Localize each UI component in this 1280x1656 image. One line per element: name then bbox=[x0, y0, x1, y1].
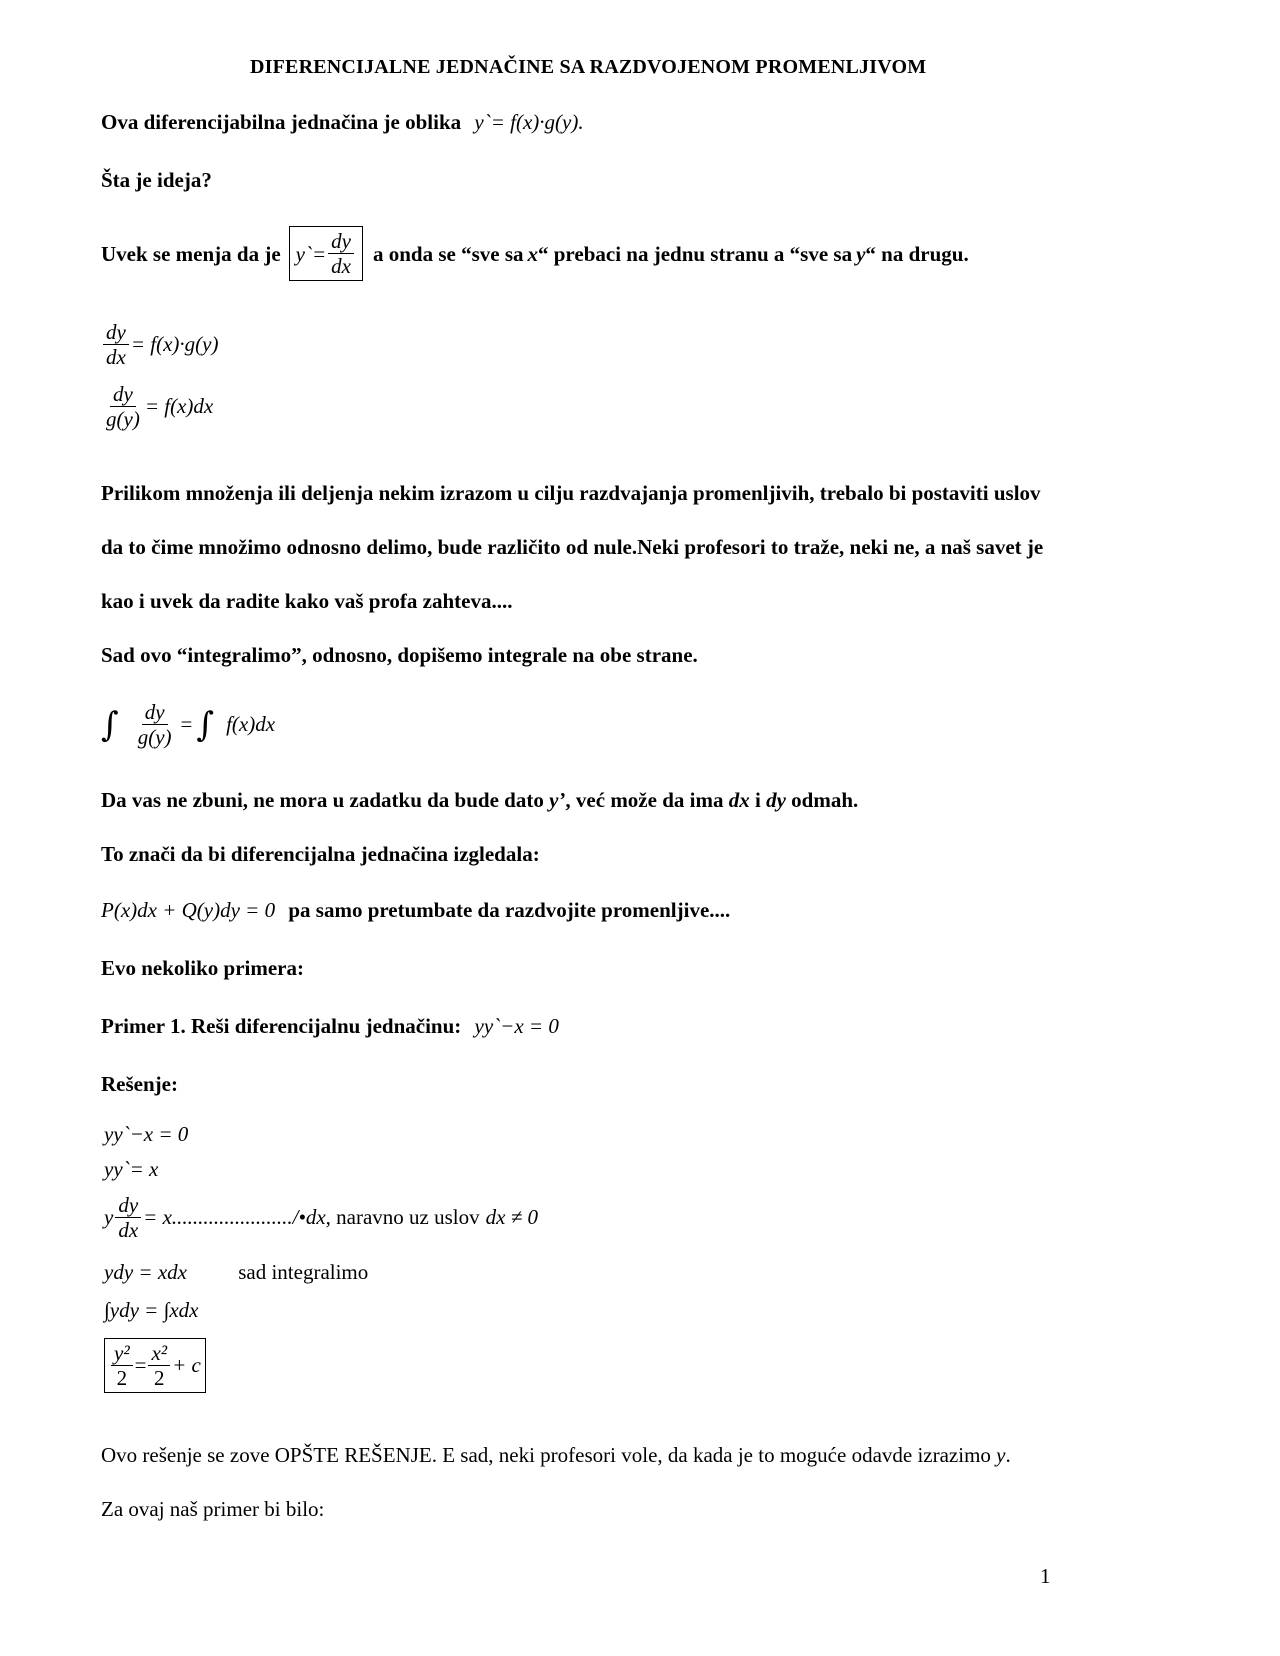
general-solution-end: . bbox=[1005, 1443, 1011, 1467]
derivative-box bbox=[289, 226, 363, 281]
dy-term: dy bbox=[766, 788, 786, 812]
substitution-line bbox=[101, 226, 969, 281]
substitution-post3: “ na drugu. bbox=[865, 241, 969, 266]
example-1-text: Primer 1. Reši diferencijalnu jednačinu: bbox=[101, 1014, 462, 1038]
sol-frac-x-num: x² bbox=[148, 1341, 170, 1366]
general-solution-box bbox=[104, 1338, 206, 1393]
sol-frac-x bbox=[148, 1341, 170, 1390]
idea-question: Šta je ideja? bbox=[101, 168, 212, 192]
solution-line-1: yy`−x = 0 bbox=[104, 1122, 189, 1146]
condition-paragraph-line-1: Prilikom množenja ili deljenja nekim izrazom u cilju razdvajanja promenljivih, trebalo bi postaviti uslov bbox=[101, 481, 1041, 505]
general-form-text: pa samo pretumbate da razdvojite promenljive.... bbox=[288, 898, 731, 922]
general-form-line bbox=[101, 896, 730, 924]
intro-formula: y`= f(x)·g(y). bbox=[474, 110, 584, 134]
substitution-post2: “ prebaci na jednu stranu a “sve sa bbox=[538, 241, 853, 266]
solution-heading: Rešenje: bbox=[101, 1072, 178, 1096]
eq-b-rhs: = f(x)dx bbox=[144, 394, 214, 418]
integral-den: g(y) bbox=[137, 725, 172, 749]
y-prime: y’ bbox=[549, 788, 566, 812]
sol-frac-y-num: y² bbox=[111, 1341, 133, 1366]
sol-l3-condition-formula: dx ≠ 0 bbox=[485, 1205, 538, 1229]
dont-confuse-line bbox=[101, 786, 858, 814]
eq-b-num: dy bbox=[110, 382, 136, 407]
integrate-instruction: Sad ovo “integralimo”, odnosno, dopišemo integrale na obe strane. bbox=[101, 643, 698, 667]
equation-b bbox=[101, 382, 213, 431]
integral-num: dy bbox=[142, 700, 168, 725]
integral-fraction bbox=[135, 700, 175, 749]
eq-b-fraction bbox=[103, 382, 143, 431]
substitution-pre: Uvek se menja da je bbox=[101, 241, 281, 266]
solution-line-4 bbox=[104, 1260, 368, 1285]
dont-confuse-a: Da vas ne zbuni, ne mora u zadatku da bude dato bbox=[101, 788, 544, 812]
general-form-formula: P(x)dx + Q(y)dy = 0 bbox=[101, 898, 276, 922]
integral-sign: ∫ bbox=[101, 704, 119, 745]
fraction-denominator: dx bbox=[331, 254, 351, 278]
sol-l3-num: dy bbox=[115, 1193, 141, 1218]
example-1-formula: yy`−x = 0 bbox=[474, 1014, 559, 1038]
eq-a-den: dx bbox=[106, 345, 126, 369]
eq-a-fraction bbox=[103, 320, 129, 369]
sol-l3-y: y bbox=[104, 1205, 114, 1229]
sol-l6-eq: = bbox=[134, 1353, 147, 1377]
sol-l3-condition: , naravno uz uslov bbox=[325, 1205, 480, 1229]
general-solution-y: y bbox=[996, 1443, 1006, 1467]
sol-frac-y bbox=[111, 1341, 133, 1390]
dont-confuse-b: , već može da ima bbox=[565, 788, 724, 812]
general-solution-text bbox=[101, 1441, 1011, 1469]
sol-l4-note: sad integralimo bbox=[238, 1260, 369, 1284]
intro-line bbox=[101, 108, 584, 136]
general-solution-sentence: Ovo rešenje se zove OPŠTE REŠENJE. E sad, neki profesori vole, da kada je to moguće odavde izrazimo bbox=[101, 1443, 991, 1467]
example-1-line bbox=[101, 1012, 559, 1040]
sol-frac-x-den: 2 bbox=[154, 1366, 165, 1390]
integral-equation bbox=[101, 700, 275, 749]
fraction-numerator: dy bbox=[328, 229, 354, 254]
eq-a-num: dy bbox=[103, 320, 129, 345]
solution-line-2: yy`= x bbox=[104, 1157, 159, 1181]
substitution-post1: a onda se “sve sa bbox=[372, 241, 524, 266]
equation-a bbox=[101, 320, 218, 369]
eq-a-rhs: = f(x)·g(y) bbox=[130, 332, 219, 356]
dx-term: dx bbox=[728, 788, 750, 812]
eq-b-den: g(y) bbox=[106, 407, 140, 431]
example-continuation: Za ovaj naš primer bi bilo: bbox=[101, 1497, 325, 1521]
dont-confuse-c: i bbox=[754, 788, 761, 812]
sol-l3-fraction bbox=[115, 1193, 141, 1242]
derivative-lhs: y`= bbox=[295, 241, 327, 266]
sol-l3-den: dx bbox=[118, 1218, 139, 1242]
solution-line-3 bbox=[104, 1193, 538, 1242]
sol-l3-rest: = x......................./•dx bbox=[143, 1205, 326, 1229]
integral-sign-2: ∫ bbox=[196, 704, 215, 745]
var-x: x bbox=[527, 241, 538, 266]
integral-eq: = bbox=[180, 712, 193, 736]
intro-text: Ova diferencijabilna jednačina je oblika bbox=[101, 110, 462, 134]
sol-frac-y-den: 2 bbox=[116, 1366, 128, 1390]
page-title: DIFERENCIJALNE JEDNAČINE SA RAZDVOJENOM PROMENLJIVOM bbox=[250, 56, 927, 78]
solution-line-5: ∫ydy = ∫xdx bbox=[104, 1298, 199, 1322]
var-y: y bbox=[856, 241, 866, 266]
integral-rhs: f(x)dx bbox=[226, 712, 276, 736]
derivative-fraction bbox=[328, 229, 354, 278]
condition-paragraph-line-3: kao i uvek da radite kako vaš profa zahteva.... bbox=[101, 589, 513, 613]
sol-l6-rest: + c bbox=[172, 1353, 201, 1377]
page-number: 1 bbox=[1040, 1564, 1051, 1588]
dont-confuse-d: odmah. bbox=[791, 788, 859, 812]
condition-paragraph-line-2: da to čime množimo odnosno delimo, bude različito od nule.Neki profesori to traže, neki ne, a naš savet je bbox=[101, 535, 1044, 559]
sol-l4-formula: ydy = xdx bbox=[104, 1260, 187, 1284]
meaning-line: To znači da bi diferencijalna jednačina izgledala: bbox=[101, 842, 540, 866]
solution-line-6 bbox=[104, 1338, 206, 1393]
examples-heading: Evo nekoliko primera: bbox=[101, 956, 304, 980]
